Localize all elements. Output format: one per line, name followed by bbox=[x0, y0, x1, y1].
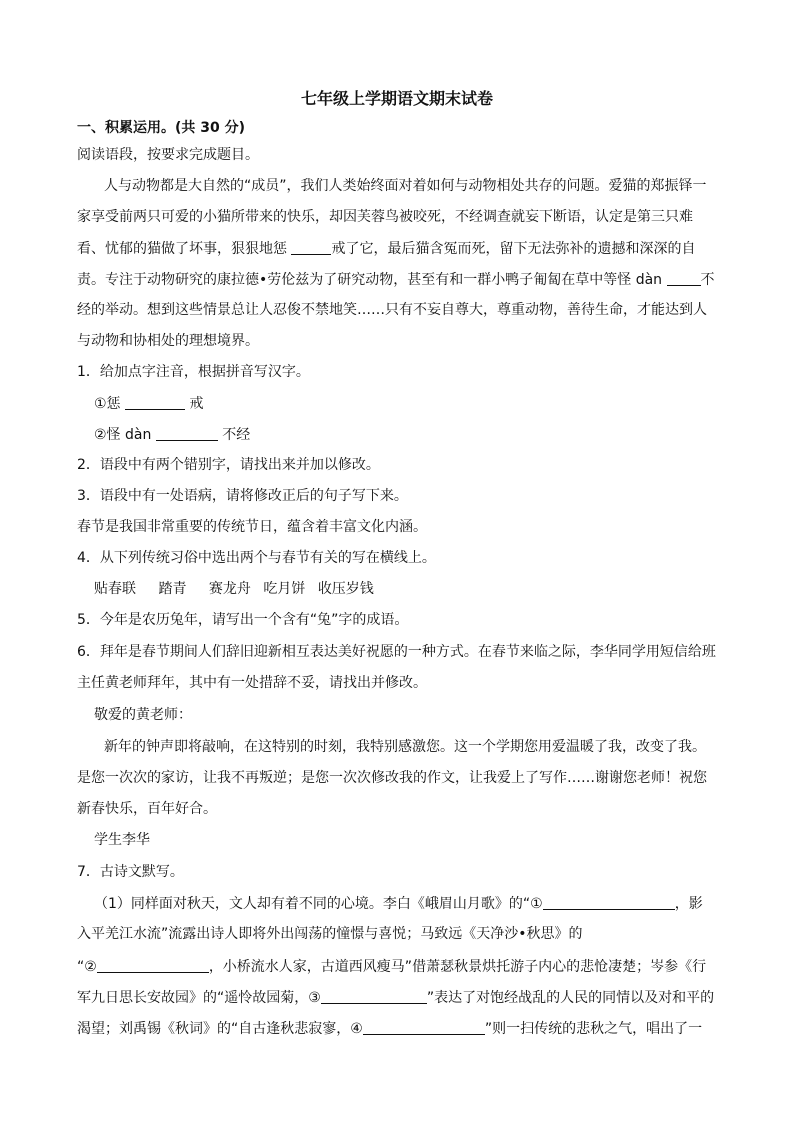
passage-line-5: 经的举动。想到这些情景总让人忍俊不禁地笑……只有不妄自尊大，尊重动物，善待生命，才能达到人 bbox=[77, 302, 707, 318]
question-6-line-2: 主任黄老师拜年，其中有一处措辞不妥，请找出并修改。 bbox=[77, 675, 427, 691]
custom-option: 吃月饼 bbox=[263, 581, 306, 597]
passage-line-2: 家享受前两只可爱的小猫所带来的快乐，却因芙蓉鸟被咬死，不经调查就妄下断语，认定是第三只难 bbox=[77, 209, 693, 225]
question-5: 5．今年是农历兔年，请写出一个含有“兔”字的成语。 bbox=[77, 612, 409, 628]
custom-option: 贴春联 bbox=[94, 581, 136, 597]
question-4: 4．从下列传统习俗中选出两个与春节有关的写在横线上。 bbox=[77, 550, 436, 566]
answer-blank[interactable] bbox=[543, 893, 675, 910]
question-7-1-line-5 bbox=[77, 1018, 739, 1039]
letter-signature: 学生李华 bbox=[94, 832, 150, 848]
passage-line-4-start: 责。专注于动物研究的康拉德•劳伦兹为了研究动物，甚至有和一群小鸭子匍匐在草中等怪 dàn bbox=[77, 272, 663, 288]
question-7-1-line-3 bbox=[77, 956, 739, 977]
answer-blank[interactable] bbox=[667, 269, 701, 286]
passage-line-4-end: 不 bbox=[700, 272, 715, 288]
letter-line-1: 新年的钟声即将敲响，在这特别的时刻，我特别感激您。这一个学期您用爱温暖了我，改变了我。 bbox=[104, 739, 706, 755]
exam-title: 七年级上学期语文期末试卷 bbox=[300, 89, 493, 108]
question-7-1-text: 军九日思长安故园》的“遥怜故园菊，③ bbox=[77, 990, 321, 1006]
letter-greeting: 敬爱的黄老师： bbox=[94, 707, 192, 723]
question-7-1-text: （1）同样面对秋天，文人却有着不同的心境。李白《峨眉山月歌》的“① bbox=[94, 896, 543, 912]
question-7-1-line-2: 入平羌江水流”流露出诗人即将外出闯荡的憧憬与喜悦；马致远《天净沙•秋思》的 bbox=[77, 926, 583, 942]
question-6-line-1: 6．拜年是春节期间人们辞旧迎新相互表达美好祝愿的一种方式。在春节来临之际，李华同学用短信给班 bbox=[77, 644, 716, 660]
passage-line-6: 与动物和协相处的理想境界。 bbox=[77, 333, 259, 349]
question-1a-char: ①惩 bbox=[94, 396, 121, 412]
question-7-1-text: ，小桥流水人家，古道西风瘦马”借萧瑟秋景烘托游子内心的悲怆凄楚；岑参《行 bbox=[208, 959, 707, 975]
reading-instruction: 阅读语段，按要求完成题目。 bbox=[77, 147, 259, 163]
question-7-1-text: 渴望；刘禹锡《秋词》的“自古逢秋悲寂寥，④ bbox=[77, 1021, 363, 1037]
question-3: 3．语段中有一处语病，请将修改正后的句子写下来。 bbox=[77, 488, 408, 504]
question-1a-suffix: 戒 bbox=[189, 396, 204, 412]
passage-line-1: 人与动物都是大自然的“成员”，我们人类始终面对着如何与动物相处共存的问题。爱猫的郑振铎一 bbox=[104, 178, 707, 194]
custom-option: 收压岁钱 bbox=[317, 581, 374, 597]
answer-blank[interactable] bbox=[125, 393, 185, 410]
question-4-options bbox=[94, 579, 756, 599]
question-3-sentence: 春节是我国非常重要的传统节日，蕴含着丰富文化内涵。 bbox=[77, 519, 427, 535]
answer-blank[interactable] bbox=[291, 238, 331, 255]
letter-line-3: 新春快乐，百年好合。 bbox=[77, 801, 217, 817]
passage-line-3-end: 戒了它，最后猫含冤而死，留下无法弥补的遗撼和深深的自 bbox=[331, 241, 696, 257]
passage-line-4 bbox=[77, 269, 739, 290]
passage-line-3-start: 看、忧郁的猫做了坏事，狠狠地惩 bbox=[77, 241, 287, 257]
letter-line-2: 是您一次次的家访，让我不再叛逆；是您一次次修改我的作文，让我爱上了写作……谢谢您老师！祝您 bbox=[77, 770, 707, 786]
custom-option: 赛龙舟 bbox=[208, 581, 251, 597]
answer-blank[interactable] bbox=[156, 424, 218, 441]
question-2: 2．语段中有两个错别字，请找出来并加以修改。 bbox=[77, 457, 380, 473]
question-7-1-text: ”则一扫传统的悲秋之气，唱出了一 bbox=[484, 1021, 703, 1037]
answer-blank[interactable] bbox=[97, 956, 209, 973]
answer-blank[interactable] bbox=[363, 1018, 485, 1035]
question-1b-suffix: 不经 bbox=[222, 427, 251, 443]
question-7-1-text: ”表达了对饱经战乱的人民的同情以及对和平的 bbox=[426, 990, 715, 1006]
question-7: 7．古诗文默写。 bbox=[77, 864, 184, 880]
question-1a bbox=[94, 393, 756, 414]
question-1b bbox=[94, 424, 756, 445]
passage-line-3 bbox=[77, 238, 739, 259]
question-1: 1．给加点字注音，根据拼音写汉字。 bbox=[77, 364, 310, 380]
question-7-1-text: ，影 bbox=[674, 896, 703, 912]
question-7-1-line-1 bbox=[94, 893, 740, 914]
custom-option: 踏青 bbox=[158, 581, 187, 597]
question-7-1-text: “② bbox=[77, 959, 97, 975]
question-7-1-line-4 bbox=[77, 987, 739, 1008]
section-heading: 一、积累运用。(共 30 分) bbox=[77, 120, 246, 136]
question-1b-pinyin: ②怪 dàn bbox=[94, 427, 152, 443]
answer-blank[interactable] bbox=[321, 987, 427, 1004]
